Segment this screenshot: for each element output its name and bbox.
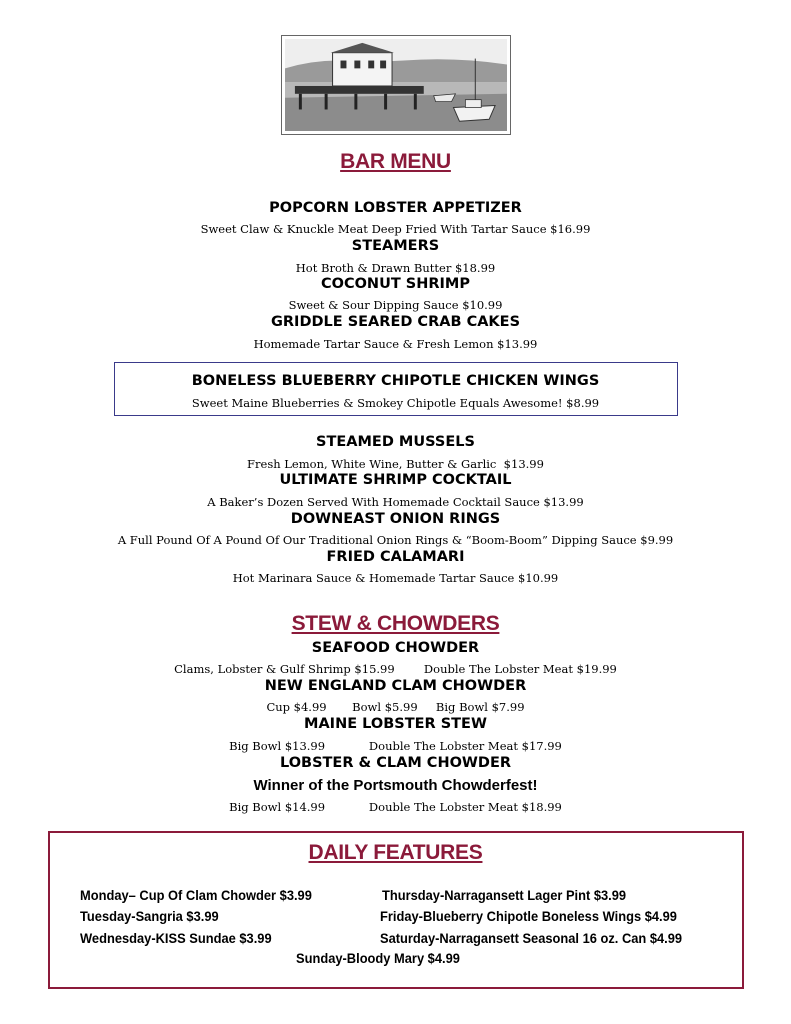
menu-item-name: LOBSTER & CLAM CHOWDER bbox=[279, 755, 512, 771]
menu-item-desc: Hot Marinara Sauce & Homemade Tartar Sauce $10.99 bbox=[232, 571, 559, 585]
menu-item-name: STEAMERS bbox=[351, 238, 440, 254]
menu-item-name: GRIDDLE SEARED CRAB CAKES bbox=[270, 314, 521, 330]
menu-item-name: FRIED CALAMARI bbox=[326, 549, 465, 565]
menu-item-name: STEAMED MUSSELS bbox=[316, 434, 475, 450]
menu-item-desc: Big Bowl $14.99 Double The Lobster Meat $18.99 bbox=[229, 800, 562, 814]
menu-item-desc: Sweet & Sour Dipping Sauce $10.99 bbox=[288, 298, 503, 312]
menu-item-desc: A Baker’s Dozen Served With Homemade Cocktail Sauce $13.99 bbox=[207, 495, 584, 509]
menu-item-name: COCONUT SHRIMP bbox=[321, 276, 470, 292]
restaurant-photo bbox=[281, 35, 511, 135]
menu-item-desc: Homemade Tartar Sauce & Fresh Lemon $13.99 bbox=[253, 337, 538, 351]
stew-chowders-title: STEW & CHOWDERS bbox=[291, 612, 500, 635]
feature-friday: Friday-Blueberry Chipotle Boneless Wings $4.99 bbox=[380, 908, 677, 924]
feature-wednesday: Wednesday-KISS Sundae $3.99 bbox=[80, 930, 272, 946]
feature-tuesday: Tuesday-Sangria $3.99 bbox=[80, 908, 219, 924]
feature-sunday: Sunday-Bloody Mary $4.99 bbox=[296, 950, 460, 966]
feature-thursday: Thursday-Narragansett Lager Pint $3.99 bbox=[382, 887, 627, 903]
menu-item-desc: Sweet Claw & Knuckle Meat Deep Fried With Tartar Sauce $16.99 bbox=[200, 222, 591, 236]
menu-item-name: POPCORN LOBSTER APPETIZER bbox=[269, 200, 522, 216]
menu-item-desc: Sweet Maine Blueberries & Smokey Chipotle Equals Awesome! $8.99 bbox=[191, 396, 600, 410]
menu-item-desc: Big Bowl $13.99 Double The Lobster Meat $17.99 bbox=[229, 739, 562, 753]
daily-features-title: DAILY FEATURES bbox=[308, 841, 483, 864]
menu-item-name: NEW ENGLAND CLAM CHOWDER bbox=[264, 678, 527, 694]
menu-item-name: MAINE LOBSTER STEW bbox=[304, 716, 487, 732]
feature-saturday: Saturday-Narragansett Seasonal 16 oz. Can $4.99 bbox=[380, 930, 683, 946]
menu-item-desc: Cup $4.99 Bowl $5.99 Big Bowl $7.99 bbox=[266, 700, 525, 714]
menu-item-desc: A Full Pound Of A Pound Of Our Traditional Onion Rings & “Boom-Boom” Dipping Sauce $9.99 bbox=[117, 533, 674, 547]
menu-item-name: BONELESS BLUEBERRY CHIPOTLE CHICKEN WINGS bbox=[191, 373, 600, 389]
menu-item-desc: Clams, Lobster & Gulf Shrimp $15.99 Double The Lobster Meat $19.99 bbox=[174, 662, 617, 676]
bar-menu-title: BAR MENU bbox=[340, 150, 451, 173]
menu-item-name: DOWNEAST ONION RINGS bbox=[290, 511, 501, 527]
menu-item-name: SEAFOOD CHOWDER bbox=[311, 640, 480, 656]
chowderfest-note: Winner of the Portsmouth Chowderfest! bbox=[253, 777, 538, 794]
menu-item-desc: Fresh Lemon, White Wine, Butter & Garlic $13.99 bbox=[247, 457, 544, 471]
menu-item-name: ULTIMATE SHRIMP COCKTAIL bbox=[279, 472, 512, 488]
menu-item-desc: Hot Broth & Drawn Butter $18.99 bbox=[295, 261, 496, 275]
feature-monday: Monday– Cup Of Clam Chowder $3.99 bbox=[80, 887, 312, 903]
